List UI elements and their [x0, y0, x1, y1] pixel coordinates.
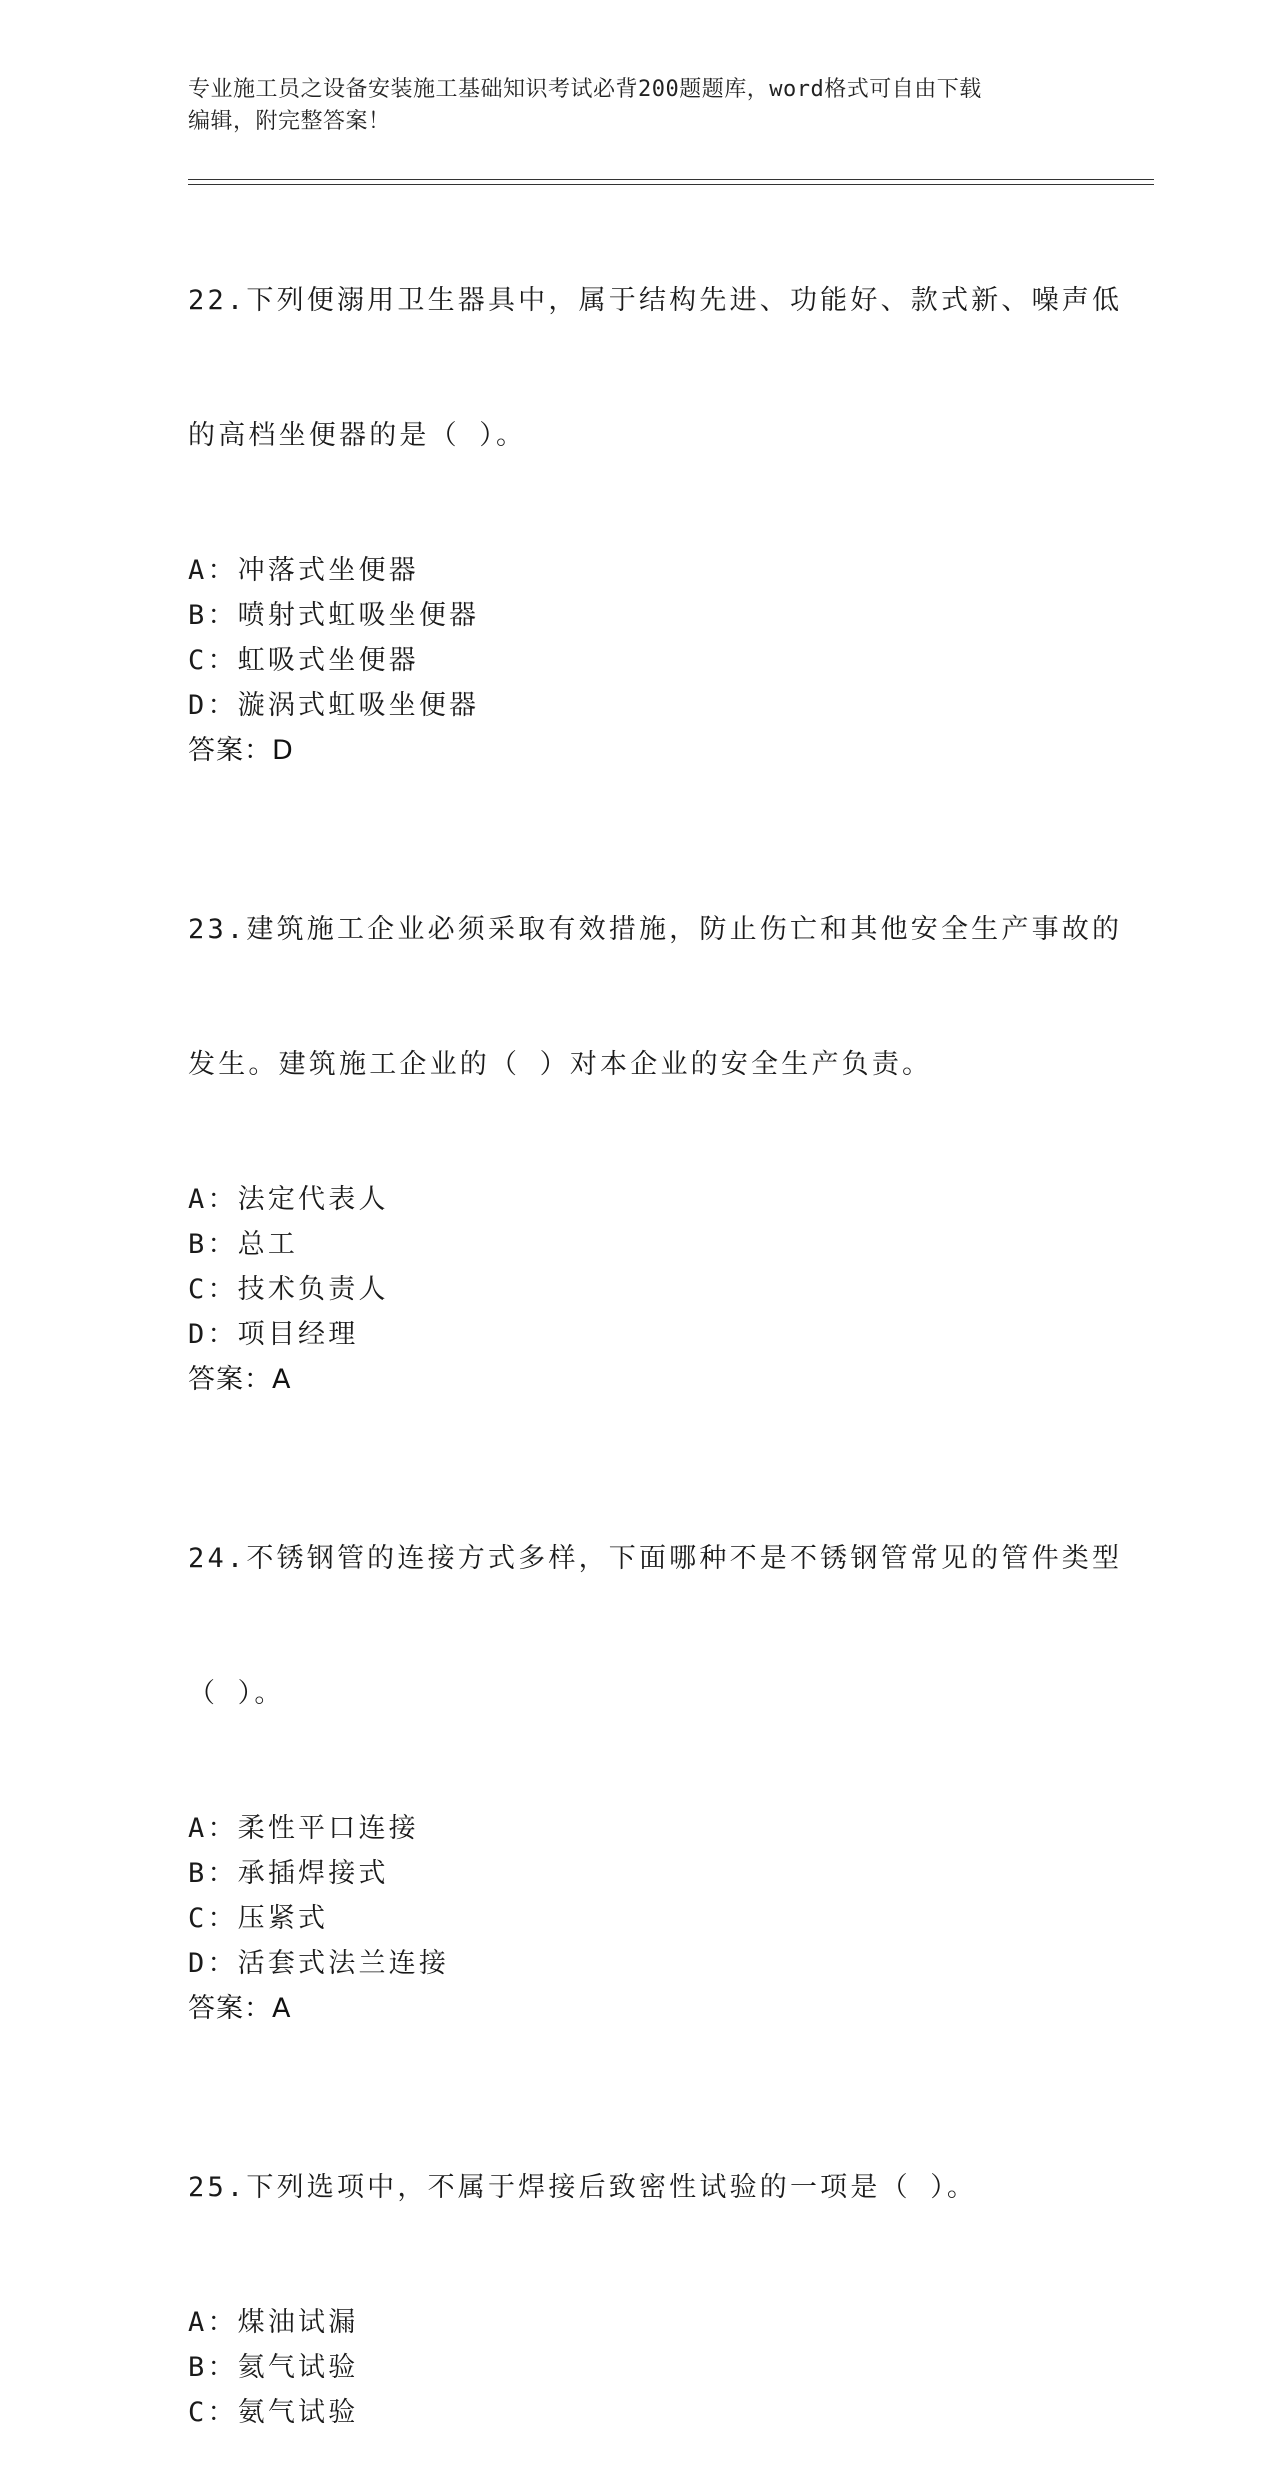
- question-stem: [188, 2075, 1088, 2300]
- option-c: C：技术负责人: [188, 1274, 389, 1305]
- document-header: [188, 74, 1088, 138]
- option-d: D：活套式法兰连接: [188, 1948, 450, 1979]
- option-b: B：喷射式虹吸坐便器: [188, 600, 480, 631]
- option-c: C：虹吸式坐便器: [188, 645, 419, 676]
- option-d: D：项目经理: [188, 1319, 359, 1350]
- question-stem-line: 发生。建筑施工企业的（ ）对本企业的安全生产负责。: [188, 1049, 933, 1080]
- header-title-line-1: 专业施工员之设备安装施工基础知识考试必背200题题库，word格式可自由下载: [188, 77, 982, 102]
- question-stem-line: 的高档坐便器的是（ ）。: [188, 420, 527, 451]
- option-c: C：压紧式: [188, 1903, 329, 1934]
- question-stem-line: 24.不锈钢管的连接方式多样，下面哪种不是不锈钢管常见的管件类型: [188, 1543, 1123, 1574]
- answer-text: 答案：A: [188, 1993, 292, 2024]
- option-d: D：漩涡式虹吸坐便器: [188, 690, 480, 721]
- option-c: C：氨气试验: [188, 2397, 359, 2428]
- question-stem-line: 22.下列便溺用卫生器具中，属于结构先进、功能好、款式新、噪声低: [188, 285, 1123, 316]
- option-a: A：冲落式坐便器: [188, 555, 419, 586]
- question-stem: [188, 1446, 1123, 1806]
- question-stem: [188, 817, 1123, 1177]
- header-title-line-2: 编辑，附完整答案！: [188, 109, 391, 134]
- option-a: A：柔性平口连接: [188, 1813, 419, 1844]
- header-divider: [188, 179, 1154, 185]
- question-22: [188, 188, 1123, 773]
- question-stem-line: 23.建筑施工企业必须采取有效措施，防止伤亡和其他安全生产事故的: [188, 914, 1123, 945]
- option-b: B：氦气试验: [188, 2352, 359, 2383]
- question-stem-line: （ ）。: [188, 1678, 285, 1709]
- answer-text: 答案：D: [188, 735, 294, 766]
- question-stem: [188, 188, 1123, 548]
- option-b: B：总工: [188, 1229, 299, 1260]
- option-b: B：承插焊接式: [188, 1858, 389, 1889]
- question-24: [188, 1446, 1123, 2031]
- question-25: [188, 2075, 1088, 2435]
- option-a: A：煤油试漏: [188, 2307, 359, 2338]
- option-a: A：法定代表人: [188, 1184, 389, 1215]
- question-23: [188, 817, 1123, 1402]
- question-list: [188, 188, 1123, 2479]
- question-stem-line: 25.下列选项中，不属于焊接后致密性试验的一项是（ ）。: [188, 2172, 978, 2203]
- answer-text: 答案：A: [188, 1364, 292, 1395]
